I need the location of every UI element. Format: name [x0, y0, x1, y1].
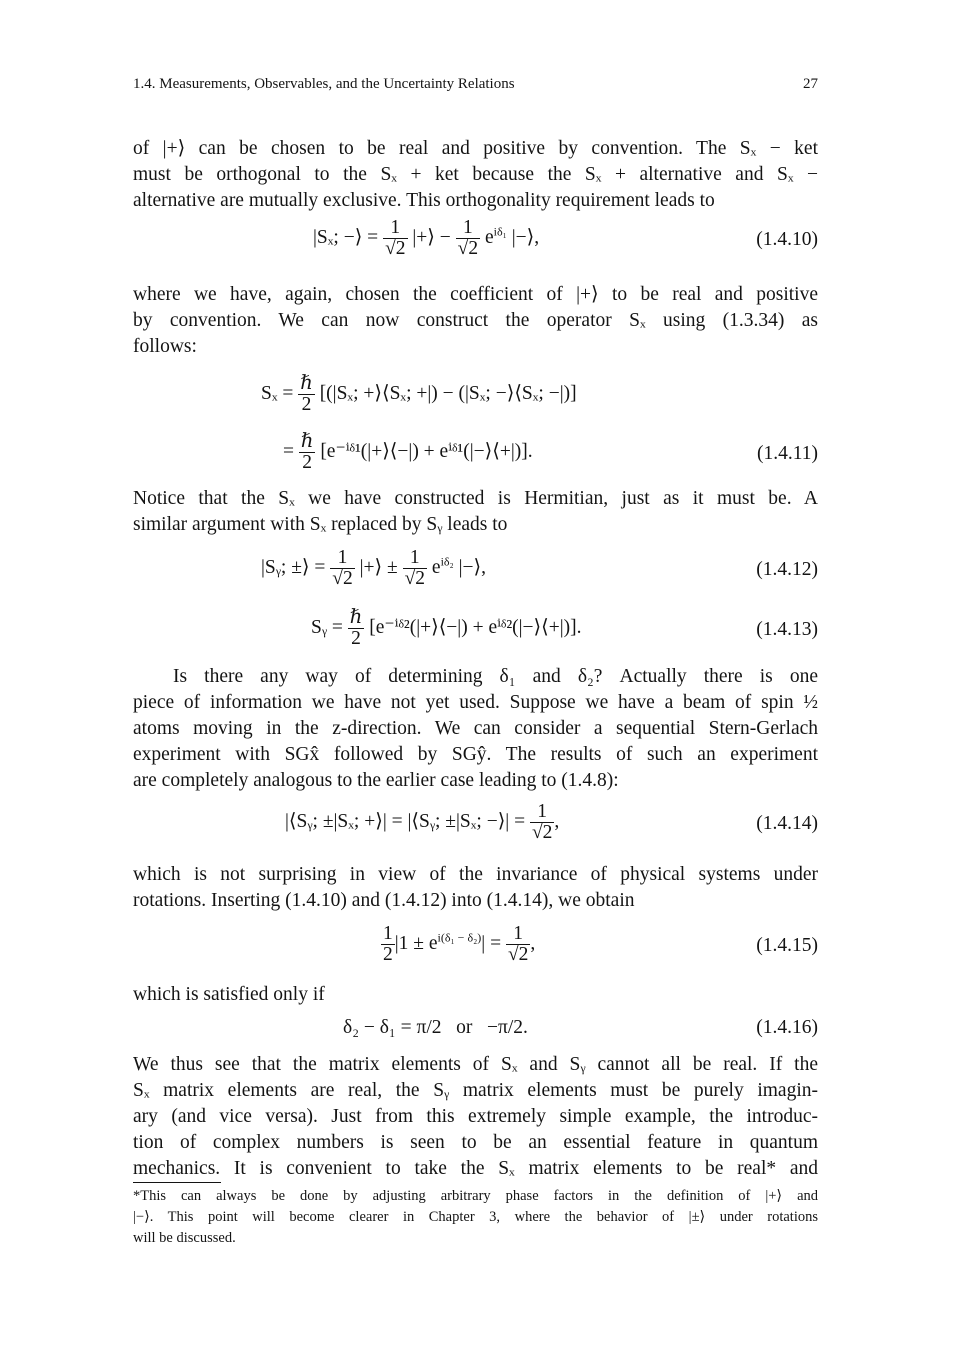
paragraph-7	[133, 1052, 818, 1182]
eq-term: |−⟩,	[511, 226, 540, 248]
text-line: alternative are mutually exclusive. This orthogonality requirement leads to	[133, 190, 715, 211]
text-line: which is not surprising in view of the invariance of physical systems under	[133, 864, 818, 885]
paragraph-3	[133, 486, 818, 538]
equation-number: (1.4.15)	[756, 935, 818, 956]
text-line: Is there any way of determining δ₁ and δ₂? Actually there is one	[173, 666, 818, 687]
fraction: $\frac{1}{√2}$	[507, 923, 529, 965]
equation-number: (1.4.16)	[756, 1017, 818, 1038]
equation-number: (1.4.11)	[756, 443, 818, 464]
equation-1-4-12	[133, 548, 818, 592]
fraction: $\frac{1}{√2}$	[531, 801, 553, 843]
fraction: $\frac{\text{ℏ}}{2}$	[300, 373, 313, 415]
fraction: $\frac{1}{2}$	[383, 923, 393, 965]
eq-term: [e⁻ⁱᵟ¹(|+⟩⟨−|) + eⁱᵟ¹(|−⟩⟨+|)].	[320, 440, 533, 462]
text-line: piece of information we have not yet used. Suppose we have a beam of spin ½	[133, 692, 818, 713]
text-line: must be orthogonal to the Sₓ + ket because the Sₓ + alternative and Sₓ −	[133, 164, 818, 185]
text-line: are completely analogous to the earlier case leading to (1.4.8):	[133, 770, 619, 791]
eq-exp-base: e	[431, 556, 441, 578]
equation-1-4-13	[133, 608, 818, 652]
equation-number: (1.4.12)	[756, 559, 818, 580]
text-line: atoms moving in the z-direction. We can consider a sequential Stern-Gerlach	[133, 718, 818, 739]
equation-1-4-11	[133, 432, 818, 476]
eq-lhs: Sₓ =	[261, 382, 299, 404]
fraction: $\frac{1}{√2}$	[385, 217, 406, 259]
eq-lhs: |Sₓ; −⟩ =	[313, 226, 379, 248]
equation-1-4-11-line-1	[133, 374, 818, 418]
text-line: tion of complex numbers is seen to be an essential feature in quantum	[133, 1132, 818, 1153]
fraction: $\frac{1}{√2}$	[457, 217, 479, 259]
equation-number: (1.4.13)	[756, 619, 818, 640]
fraction: $\frac{1}{√2}$	[404, 547, 426, 589]
eq-term: ,	[554, 810, 560, 832]
footnote-line: |−⟩. This point will become clearer in Chapter 3, where the behavior of |±⟩ under rotations	[133, 1209, 818, 1225]
eq-lhs: =	[283, 440, 299, 462]
paragraph-5	[133, 862, 818, 914]
eq-term: |1 ± e	[394, 932, 438, 954]
eq-lhs: Sᵧ =	[311, 616, 348, 638]
equation-1-4-16	[133, 1006, 818, 1050]
eq-lhs: |Sᵧ; ±⟩ =	[261, 556, 326, 578]
footnote-line: will be discussed.	[133, 1230, 236, 1246]
text-line: where we have, again, chosen the coefficient of |+⟩ to be real and positive	[133, 284, 818, 305]
footnote-line: *This can always be done by adjusting arbitrary phase factors in the definition of |+⟩ and	[133, 1188, 818, 1204]
equation-number: (1.4.10)	[756, 229, 818, 250]
eq-term: |+⟩ ±	[359, 556, 398, 578]
eq-lhs: |⟨Sᵧ; ±|Sₓ; +⟩| = |⟨Sᵧ; ±|Sₓ; −⟩| =	[285, 810, 530, 832]
eq-term: [e⁻ⁱᵟ²(|+⟩⟨−|) + eⁱᵟ²(|−⟩⟨+|)].	[369, 616, 582, 638]
page-number: 27	[803, 76, 818, 92]
text-line: similar argument with Sₓ replaced by Sᵧ leads to	[133, 514, 508, 535]
eq-exp-base: e	[484, 226, 494, 248]
eq-term: ,	[530, 932, 536, 954]
eq-term: | =	[481, 932, 506, 954]
footnote	[133, 1186, 818, 1249]
eq-term: |+⟩ −	[412, 226, 451, 248]
text-line: follows:	[133, 336, 197, 357]
running-header	[133, 76, 818, 96]
equation-1-4-10	[133, 218, 818, 262]
eq-exponent: i(δ₁ − δ₂)	[437, 930, 482, 945]
text-line: mechanics. It is convenient to take the Sₓ matrix elements to be real* and	[133, 1158, 818, 1179]
fraction: $\frac{1}{√2}$	[332, 547, 353, 589]
text-line: of |+⟩ can be chosen to be real and positive by convention. The Sₓ − ket	[133, 138, 818, 159]
paragraph-1	[133, 136, 818, 214]
text-line: which is satisfied only if	[133, 984, 325, 1005]
eq-exponent: iδ₁	[493, 224, 507, 239]
equation-number: (1.4.14)	[756, 813, 818, 834]
paragraph-4	[133, 664, 818, 794]
equation-1-4-14	[133, 802, 818, 846]
eq-term: |−⟩,	[458, 556, 486, 578]
text-line: ary (and vice versa). Just from this extremely simple example, the introduc-	[133, 1106, 818, 1127]
text-line: Sₓ matrix elements are real, the Sᵧ matrix elements must be purely imagin-	[133, 1080, 818, 1101]
text-line: We thus see that the matrix elements of Sₓ and Sᵧ cannot all be real. If the	[133, 1054, 818, 1075]
text-line: Notice that the Sₓ we have constructed is Hermitian, just as it must be. A	[133, 488, 818, 509]
equation-1-4-15	[133, 924, 818, 968]
footnote-rule	[133, 1182, 221, 1183]
text-line: by convention. We can now construct the operator Sₓ using (1.3.34) as	[133, 310, 818, 331]
paragraph-6	[133, 982, 818, 1008]
fraction: $\frac{\text{ℏ}}{2}$	[300, 431, 314, 473]
eq-body: δ₂ − δ₁ = π/2 or −π/2.	[343, 1017, 528, 1038]
eq-term: [(|Sₓ; +⟩⟨Sₓ; +|) − (|Sₓ; −⟩⟨Sₓ; −|)]	[319, 382, 577, 404]
paragraph-2	[133, 282, 818, 360]
fraction: $\frac{\text{ℏ}}{2}$	[349, 607, 363, 649]
text-line: experiment with SGx̂ followed by SGŷ. The results of such an experiment	[133, 744, 818, 765]
eq-exponent: iδ₂	[440, 554, 454, 569]
text-line: rotations. Inserting (1.4.10) and (1.4.12) into (1.4.14), we obtain	[133, 890, 635, 911]
section-title: 1.4. Measurements, Observables, and the Uncertainty Relations	[133, 76, 515, 92]
